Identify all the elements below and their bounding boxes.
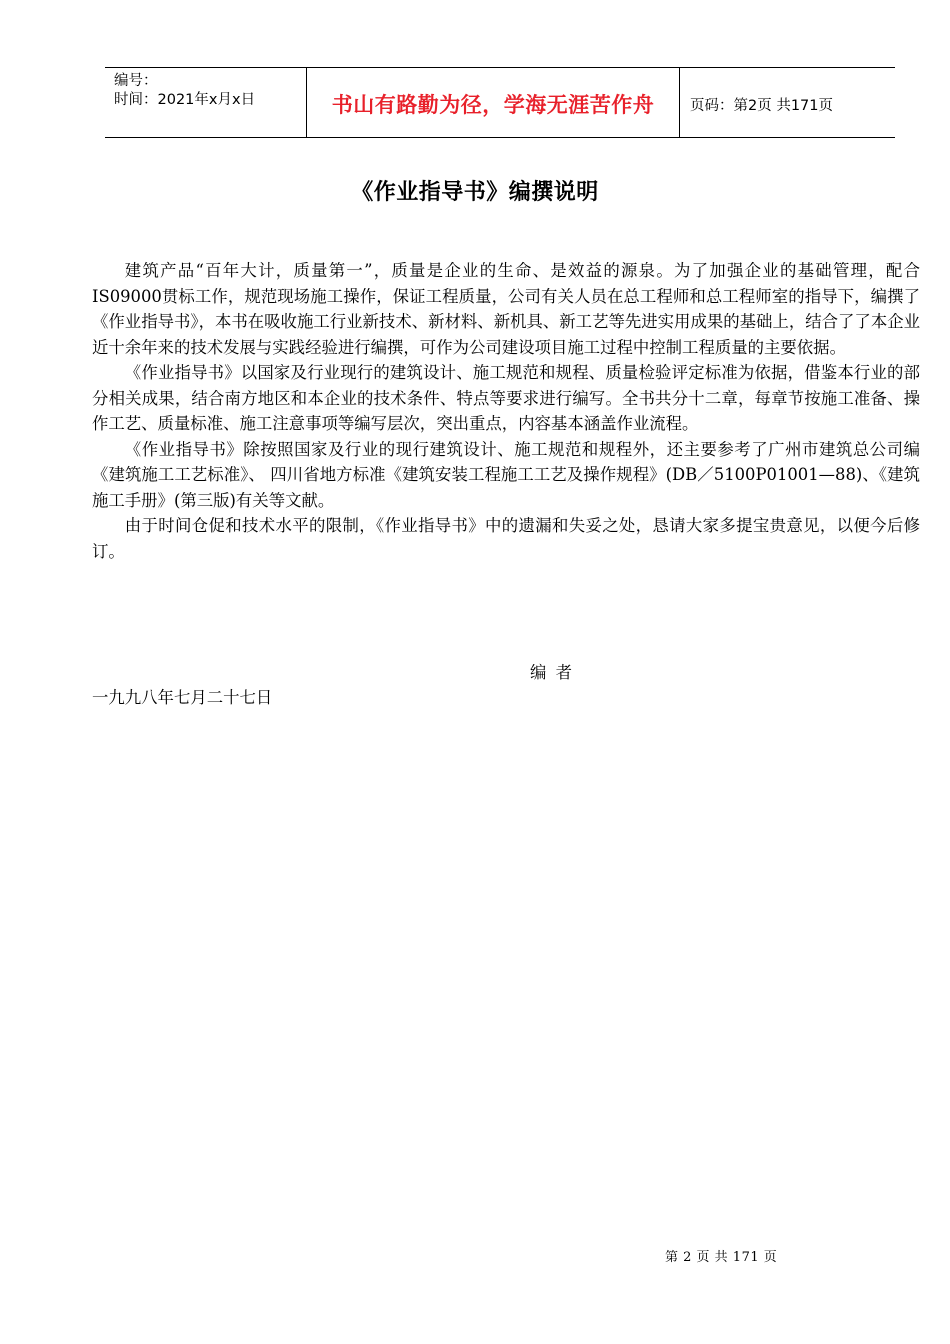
- header-motto: 书山有路勤为径，学海无涯苦作舟: [331, 93, 655, 117]
- document-number-label: 编号：: [114, 73, 158, 89]
- header-table: [105, 67, 895, 138]
- body-paragraph: 建筑产品“百年大计，质量第一”，质量是企业的生命、是效益的源泉。为了加强企业的基础管理，配合IS09000贯标工作，规范现场施工操作，保证工程质量，公司有关人员在总工程师和总工程师室的指导下，编撰了《作业指导书》，本书在吸收施工行业新技术、新材料、新机具、新工艺等先进实用成果的基础上，结合了了本企业近十余年来的技术发展与实践经验进行编撰，可作为公司建设项目施工过程中控制工程质量的主要依据。: [92, 261, 920, 357]
- document-time-label: 时间：2021年x月x日: [114, 92, 256, 108]
- header-motto-cell: [307, 68, 680, 137]
- body-paragraph: 《作业指导书》除按照国家及行业的现行建筑设计、施工规范和规程外，还主要参考了广州市建筑总公司编《建筑施工工艺标准》、 四川省地方标准《建筑安装工程施工工艺及操作规程》(DB／5100P01001—88)、《建筑施工手册》(第三版)有关等文献。: [92, 439, 920, 510]
- document-body: [92, 258, 920, 564]
- document-author: 编 者: [530, 663, 574, 682]
- header-page-cell: [680, 68, 895, 137]
- body-paragraph: 《作业指导书》以国家及行业现行的建筑设计、施工规范和规程、质量检验评定标准为依据，借鉴本行业的部分相关成果，结合南方地区和本企业的技术条件、特点等要求进行编写。全书共分十二章，每章节按施工准备、操作工艺、质量标准、施工注意事项等编写层次，突出重点，内容基本涵盖作业流程。: [92, 363, 920, 433]
- document-date: 一九九八年七月二十七日: [92, 688, 273, 707]
- page-footer: 第 2 页 共 171 页: [665, 1250, 778, 1265]
- document-title: 《作业指导书》编撰说明: [351, 180, 599, 205]
- header-page-code: 页码：第2页 共171页: [690, 97, 834, 114]
- header-meta-cell: [105, 68, 307, 137]
- body-paragraph: 由于时间仓促和技术水平的限制，《作业指导书》中的遗漏和失妥之处，恳请大家多提宝贵意见，以便今后修订。: [92, 516, 920, 561]
